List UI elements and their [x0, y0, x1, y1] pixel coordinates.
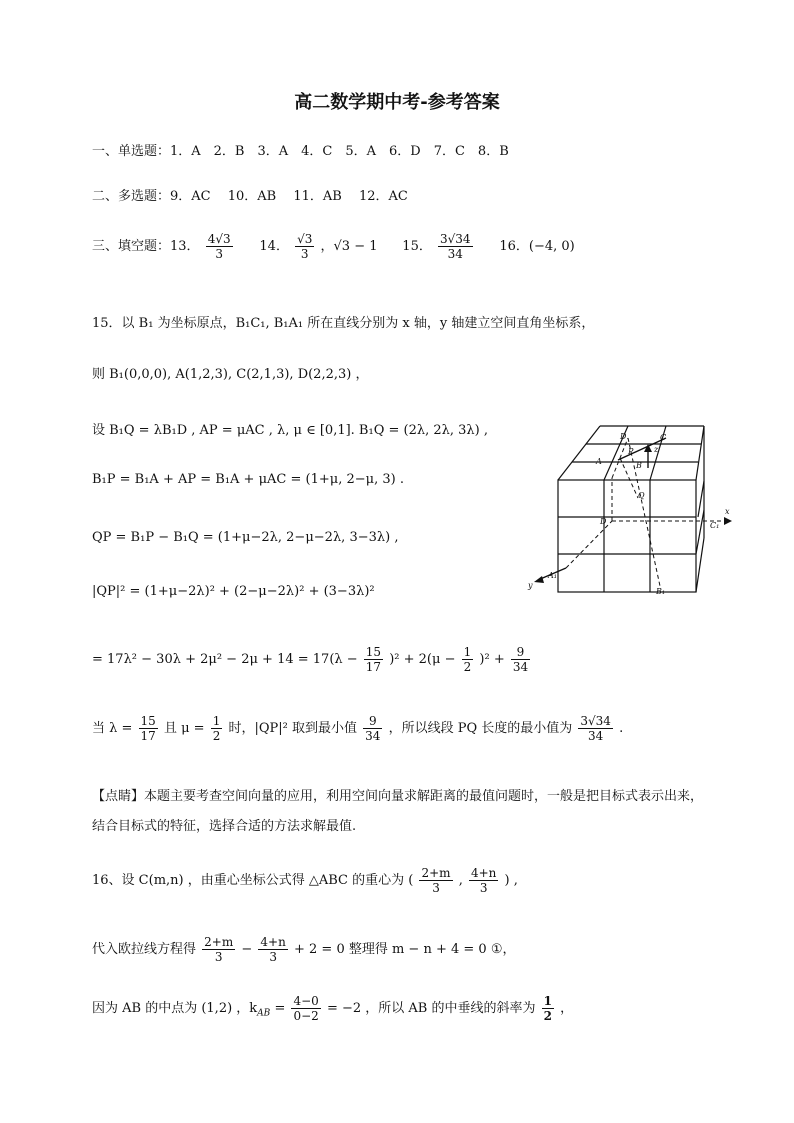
q15-num: 3√34: [439, 232, 471, 246]
l7a: = 17λ² − 30λ + 2μ² − 2μ + 14 = 17(λ −: [92, 652, 358, 667]
s16-l3sub: AB: [257, 1008, 271, 1019]
multi-choice-answers: 二、多选题：9．AC 10．AB 11．AB 12．AC: [92, 189, 408, 204]
l7c: )² +: [479, 652, 505, 667]
s16-l1f1-num: 2+m: [421, 866, 451, 880]
l8-frac3: [363, 714, 382, 743]
l7f2-den: 2: [463, 660, 472, 674]
s16-l3f1-num: 4−0: [293, 994, 319, 1008]
q14-den: 3: [300, 247, 309, 261]
page-title: 高二数学期中考-参考答案: [294, 92, 500, 113]
s16-l3-frac1: [291, 994, 320, 1023]
l7-frac2: [462, 645, 474, 674]
s16-l2f2-num: 4+n: [260, 935, 286, 949]
l7-frac1: [364, 645, 383, 674]
q14-label: 14．: [259, 239, 289, 254]
y-arrowhead: [534, 576, 544, 583]
x-arrowhead: [724, 517, 732, 525]
cube-figure: [520, 418, 740, 598]
l8f1-den: 17: [140, 729, 156, 743]
s16-l2-frac1: [202, 935, 235, 964]
s16-l1f2-den: 3: [479, 881, 488, 895]
q13-fraction: [206, 232, 233, 261]
s16-l3f2-den: 2: [543, 1009, 552, 1023]
l8f4-num: 3√34: [580, 714, 611, 728]
sol15-line5: QP = B₁P − B₁Q = (1+μ−2λ, 2−μ−2λ, 3−3λ) ,: [92, 530, 399, 545]
l8-frac4: [578, 714, 613, 743]
l8a: 当 λ =: [92, 721, 133, 736]
sol15-line4: B₁P = B₁A + AP = B₁A + μAC = (1+μ, 2−μ, 3) .: [92, 472, 404, 487]
s16-l1-frac1: [419, 866, 452, 895]
l8-frac1: [139, 714, 158, 743]
q14-num: √3: [297, 232, 313, 246]
s16-l1mid: ,: [458, 873, 463, 888]
fig-label-D: D: [620, 432, 627, 441]
sol15-line1: 15．以 B₁ 为坐标原点，B₁C₁, B₁A₁ 所在直线分别为 x 轴，y 轴建立空间直角坐标系，: [92, 316, 595, 331]
s16-l3f1-den: 0−2: [293, 1009, 319, 1023]
fig-label-x: x: [725, 507, 730, 516]
s16-l3c: = −2 ，所以 AB 的中垂线的斜率为: [326, 1001, 536, 1016]
s16-l1a: 16、设 C(m,n) ，由重心坐标公式得 △ABC 的重心为 (: [92, 873, 414, 888]
l7f2-num: 1: [463, 645, 472, 659]
fill-blank-answers: [92, 232, 575, 261]
s16-l1-frac2: [469, 866, 498, 895]
s16-l2-frac2: [258, 935, 287, 964]
fig-label-B: B: [636, 461, 642, 470]
l8f1-num: 15: [140, 714, 156, 728]
l7b: )² + 2(μ −: [389, 652, 456, 667]
s16-l2f2-den: 3: [269, 950, 277, 964]
fig-label-A1: A₁: [548, 571, 557, 580]
l8-frac2: [211, 714, 223, 743]
l7f1-den: 17: [365, 660, 382, 674]
fig-label-A: A: [596, 457, 602, 466]
l8f4-den: 34: [588, 729, 604, 743]
q13-num: 4√3: [207, 232, 231, 246]
sol15-line7: [92, 645, 532, 674]
s16-l2a: 代入欧拉线方程得: [92, 942, 197, 957]
l8c: 时，|QP|² 取到最小值: [228, 721, 358, 736]
sol15-line8: [92, 714, 623, 743]
sol15-line2: 则 B₁(0,0,0), A(1,2,3), C(2,1,3), D(2,2,3) ，: [92, 367, 369, 382]
s16-l1f2-num: 4+n: [470, 866, 497, 880]
l8f2-num: 1: [212, 714, 221, 728]
s16-l2f1-den: 3: [214, 950, 223, 964]
s16-l1f1-den: 3: [432, 881, 440, 895]
s16-l3b: =: [274, 1001, 286, 1016]
l7-frac3: [511, 645, 530, 674]
s16-l2c: + 2 = 0 整理得 m − n + 4 = 0 ①，: [293, 942, 516, 957]
fig-label-Q: Q: [638, 491, 645, 500]
l8b: 且 μ =: [163, 721, 205, 736]
l8f3-den: 34: [365, 729, 381, 743]
sol16-line2: [92, 935, 515, 964]
s16-l3d: ，: [560, 1001, 574, 1016]
sol15-line3: 设 B₁Q = λB₁D , AP = μAC , λ, μ ∈ [0,1]. B₁Q = (2λ, 2λ, 3λ) ,: [92, 423, 488, 438]
q15-fraction: [438, 232, 473, 261]
l7f3-den: 34: [512, 660, 529, 674]
fig-label-z: z: [654, 445, 659, 454]
l7f3-num: 9: [511, 645, 530, 660]
s16-l2b: −: [241, 942, 253, 957]
fig-label-y: y: [528, 581, 533, 590]
l8f3-num: 9: [363, 714, 382, 729]
single-choice-answers: 一、单选题：1．A 2．B 3．A 4．C 5．A 6．D 7．C 8．B: [92, 144, 509, 159]
sol15-line6: |QP|² = (1+μ−2λ)² + (2−μ−2λ)² + (3−3λ)²: [92, 584, 375, 599]
s16-l2f1-num: 2+m: [204, 935, 234, 949]
fill-label: 三、填空题：13．: [92, 239, 200, 254]
fig-label-D1: D: [600, 517, 607, 526]
key-point-note: 【点睛】本题主要考查空间向量的应用，利用空间向量求解距离的最值问题时，一般是把目标式表示出来，结合目标式的特征，选择合适的方法求解最值.: [92, 789, 704, 834]
l7f1-num: 15: [365, 645, 382, 659]
fig-label-C: C: [660, 433, 667, 442]
fig-label-B1: B₁: [656, 587, 666, 596]
q13-den: 3: [215, 247, 223, 261]
q15-label: 15．: [402, 239, 432, 254]
q14-extra: ，√3 − 1: [320, 239, 378, 254]
q15-den: 34: [447, 247, 463, 261]
s16-l3f2-num: 1: [543, 994, 552, 1008]
sol16-line3: [92, 994, 573, 1023]
q16-answer: 16．(−4, 0): [499, 239, 575, 254]
fig-label-P: P: [628, 447, 634, 456]
s16-l3-frac2: [542, 994, 554, 1023]
sol16-line1: [92, 866, 518, 895]
s16-l1b: ) ,: [504, 873, 518, 888]
s16-l3a: 因为 AB 的中点为 (1,2) ，k: [92, 1001, 258, 1016]
l8f2-den: 2: [212, 729, 221, 743]
q14-fraction: [295, 232, 314, 261]
l8d: ，所以线段 PQ 长度的最小值为: [388, 721, 573, 736]
l8e: .: [619, 721, 624, 736]
fig-label-C1: C₁: [710, 521, 720, 530]
